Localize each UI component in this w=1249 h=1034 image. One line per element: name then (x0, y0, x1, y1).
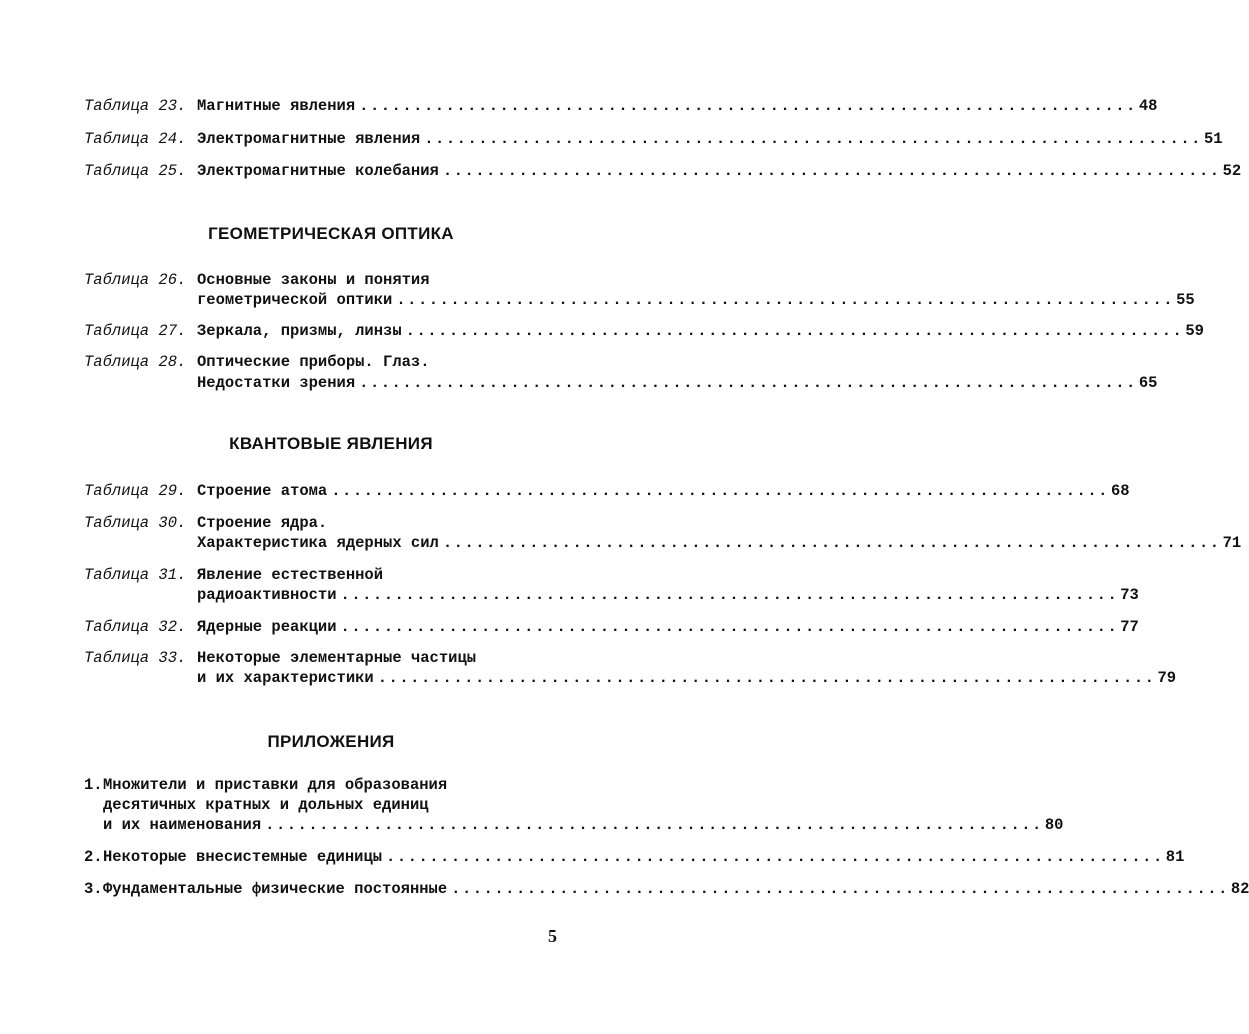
table-label: Таблица 33. (84, 649, 187, 667)
page-ref: 55 (1176, 291, 1195, 309)
appendix-number: 3. (84, 880, 103, 898)
entry-title-line1: Оптические приборы. Глаз. (197, 353, 430, 371)
entry-title-line1: Строение ядра. (197, 514, 328, 532)
page-ref: 80 (1044, 816, 1064, 834)
entry-title: и их характеристики (197, 669, 374, 687)
entry-title-line1: Явление естественной (197, 566, 384, 584)
entry-title: Фундаментальные физические постоянные (103, 880, 448, 898)
entry-title: Электромагнитные колебания (197, 162, 439, 180)
table-label: Таблица 25. (84, 162, 187, 180)
page-ref: 65 (1138, 374, 1158, 392)
appendix-number: 1. (84, 776, 103, 794)
leader-dots: ........................................................................ (340, 586, 1119, 604)
leader-dots: ........................................................................ (331, 482, 1109, 500)
page-ref: 73 (1120, 586, 1139, 604)
leader-dots: ........................................................................ (396, 291, 1175, 309)
leader-dots: ........................................................................ (359, 97, 1137, 115)
appendix-title-line2: десятичных кратных и дольных единиц (103, 796, 429, 814)
table-label: Таблица 28. (84, 353, 187, 371)
page-ref: 59 (1185, 322, 1204, 340)
entry-title: Магнитные явления (197, 97, 356, 115)
entry-title-line1: Основные законы и понятия (197, 271, 430, 289)
page-ref: 68 (1110, 482, 1130, 500)
leader-dots: ........................................................................ (442, 534, 1221, 552)
leader-dots: ........................................................................ (265, 816, 1043, 834)
table-label: Таблица 24. (84, 130, 187, 148)
page-ref: 52 (1222, 162, 1242, 180)
appendix-number: 2. (84, 848, 103, 866)
entry-title: и их наименования (103, 816, 262, 834)
table-label: Таблица 31. (84, 566, 187, 584)
entry-title: Строение атома (197, 482, 328, 500)
table-label: Таблица 23. (84, 97, 187, 115)
page-ref: 82 (1230, 880, 1249, 898)
table-label: Таблица 30. (84, 514, 187, 532)
table-label: Таблица 27. (84, 322, 187, 340)
entry-title: радиоактивности (197, 586, 337, 604)
page-ref: 77 (1120, 618, 1139, 636)
entry-title: геометрической оптики (197, 291, 393, 309)
page-ref: 48 (1138, 97, 1158, 115)
entry-title-line1: Некоторые элементарные частицы (197, 649, 477, 667)
leader-dots: ........................................................................ (386, 848, 1164, 866)
table-label: Таблица 32. (84, 618, 187, 636)
page-ref: 71 (1222, 534, 1242, 552)
leader-dots: ........................................................................ (424, 130, 1202, 148)
entry-title: Зеркала, призмы, линзы (197, 322, 402, 340)
page-ref: 79 (1157, 669, 1177, 687)
appendix-title-line1: Множители и приставки для образования (103, 776, 448, 794)
section-title-optics: ГЕОМЕТРИЧЕСКАЯ ОПТИКА (208, 224, 454, 243)
page-number: 5 (548, 926, 557, 946)
leader-dots: ........................................................................ (359, 374, 1137, 392)
entry-title: Ядерные реакции (197, 618, 337, 636)
entry-title: Некоторые внесистемные единицы (103, 848, 383, 866)
leader-dots: ........................................................................ (405, 322, 1184, 340)
entry-title: Электромагнитные явления (197, 130, 421, 148)
table-label: Таблица 29. (84, 482, 187, 500)
page-ref: 81 (1165, 848, 1185, 866)
entry-title: Характеристика ядерных сил (197, 534, 439, 552)
section-title-quantum: КВАНТОВЫЕ ЯВЛЕНИЯ (229, 434, 433, 453)
leader-dots: ........................................................................ (442, 162, 1221, 180)
page-ref: 51 (1203, 130, 1223, 148)
leader-dots: ........................................................................ (451, 880, 1229, 898)
table-label: Таблица 26. (84, 271, 187, 289)
section-title-appendix: ПРИЛОЖЕНИЯ (267, 732, 395, 751)
leader-dots: ........................................................................ (377, 669, 1156, 687)
leader-dots: ........................................................................ (340, 618, 1119, 636)
entry-title: Недостатки зрения (197, 374, 356, 392)
